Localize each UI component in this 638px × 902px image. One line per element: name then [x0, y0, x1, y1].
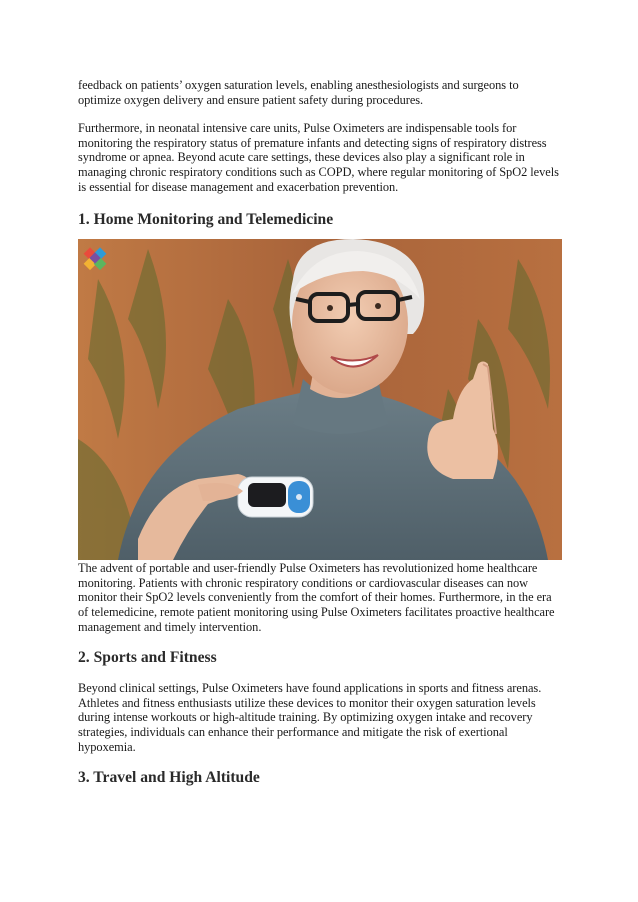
paragraph-neonatal: Furthermore, in neonatal intensive care units, Pulse Oximeters are indispensable tools for monitoring the respiratory status of premature infants and detecting signs of respiratory distress syndrome or apnea. Beyond acute care settings, these devices also play a significant role in managing chronic respiratory conditions such as COPD, where regular monitoring of SpO2 levels is essential for disease management and exacerbation prevention. [78, 121, 559, 194]
paragraph-intro-continuation: feedback on patients’ oxygen saturation levels, enabling anesthesiologists and surgeons to optimize oxygen delivery and ensure patient safety during procedures. [78, 78, 519, 107]
paragraph-home-monitoring: The advent of portable and user-friendly Pulse Oximeters has revolutionized home healthcare monitoring. Patients with chronic respiratory conditions or cardiovascular diseases can now monitor their SpO2 levels conveniently from the comfort of their homes. Furthermore, in the era of telemedicine, remote patient monitoring using Pulse Oximeters facilitates proactive healthcare management and timely intervention. [78, 561, 555, 634]
heading-sports-fitness: 2. Sports and Fitness [78, 649, 217, 667]
photo-woman-with-pulse-oximeter [78, 239, 562, 560]
document-page [78, 78, 562, 787]
heading-home-monitoring: 1. Home Monitoring and Telemedicine [78, 211, 334, 229]
paragraph-sports: Beyond clinical settings, Pulse Oximeters have found applications in sports and fitness arenas. Athletes and fitness enthusiasts utilize these devices to monitor their oxygen saturation levels during intense workouts or high-altitude training. By optimizing oxygen intake and recovery strategies, individuals can enhance their performance and mitigate the risk of exertional hypoxemia. [78, 681, 542, 754]
heading-travel-altitude: 3. Travel and High Altitude [78, 769, 260, 787]
